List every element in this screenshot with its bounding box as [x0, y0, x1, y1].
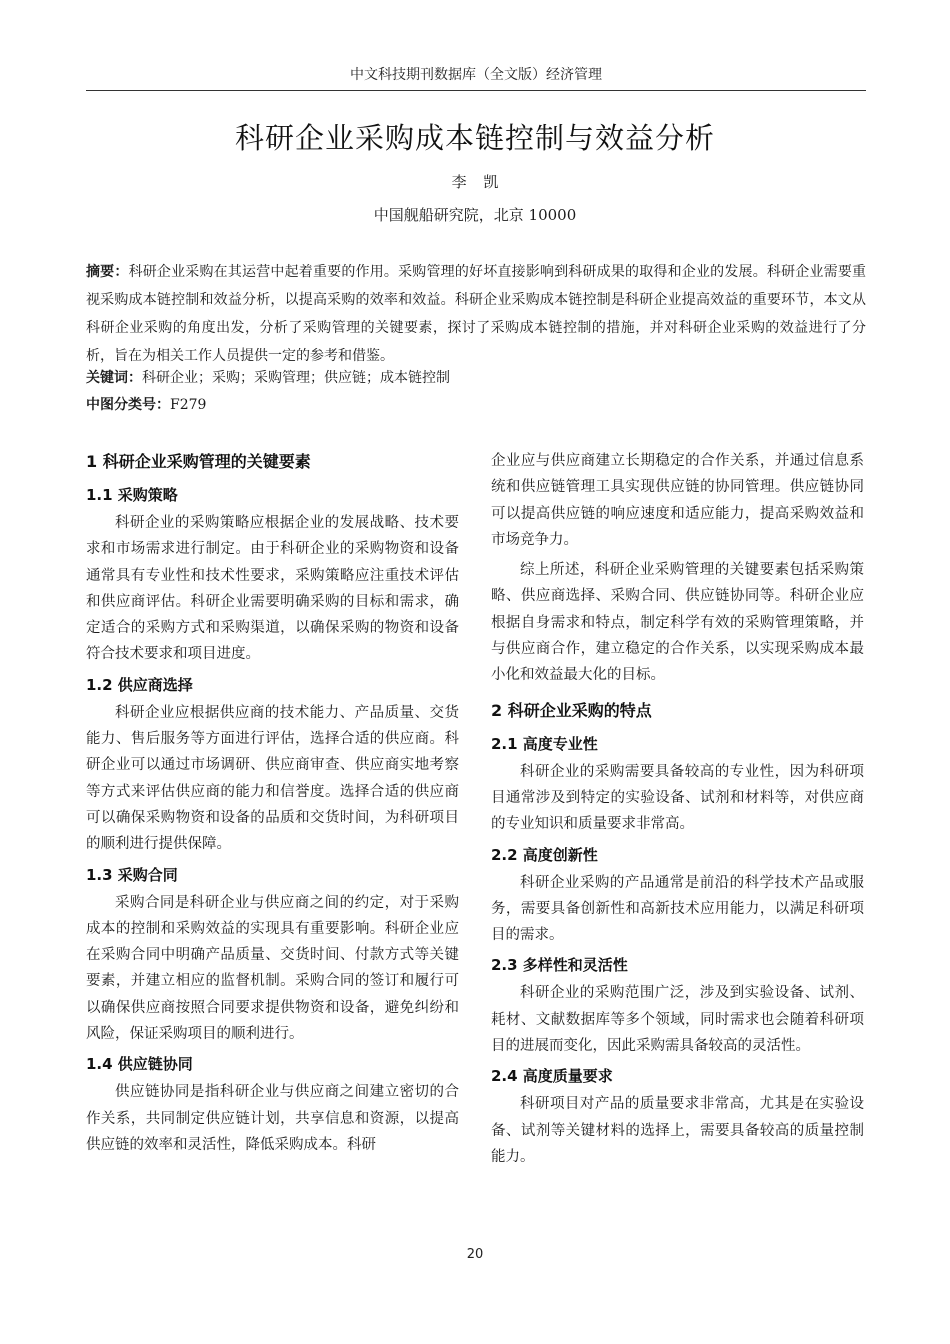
article-title: 科研企业采购成本链控制与效益分析: [234, 121, 715, 155]
abstract-text: 科研企业采购在其运营中起着重要的作用。采购管理的好坏直接影响到科研成果的取得和企业的发展。科研企业需要重视采购成本链控制和效益分析，以提高采购的效率和效益。科研企业采购成本链控制是科研企业提高效益的重要环节，本文从科研企业采购的角度出发，分析了采购管理的关键要素，探讨了采购成本链控制的措施，并对科研企业采购的效益进行了分析，旨在为相关工作人员提供一定的参考和借鉴。: [86, 264, 867, 364]
body-paragraph-continued: 企业应与供应商建立长期稳定的合作关系，并通过信息系统和供应链管理工具实现供应链的协同管理。供应链协同可以提高供应链的响应速度和适应能力，提高采购效益和市场竞争力。: [491, 453, 864, 548]
body-paragraph: 采购合同是科研企业与供应商之间的约定，对于采购成本的控制和采购效益的实现具有重要影响。科研企业应在采购合同中明确产品质量、交货时间、付款方式等关键要素，并建立相应的监督机制。采购合同的签订和履行可以确保供应商按照合同要求提供物资和设备，避免纠纷和风险，保证采购项目的顺利进行。: [86, 894, 459, 1043]
subsection-heading: 1.2 供应商选择: [86, 675, 193, 694]
article-author: 李 凯: [451, 173, 505, 191]
author-affiliation: 中国舰船研究院，北京 10000: [373, 206, 577, 224]
body-paragraph: 科研项目对产品的质量要求非常高，尤其是在实验设备、试剂等关键材料的选择上，需要具备较高的质量控制能力。: [491, 1096, 864, 1165]
right-column: [491, 448, 864, 1174]
keywords-label: 关键词：: [86, 370, 142, 386]
keywords-text: 科研企业；采购；采购管理；供应链；成本链控制: [142, 370, 450, 386]
classification-text: F279: [170, 397, 207, 413]
keywords: [86, 366, 866, 390]
subsection-heading: 2.4 高度质量要求: [491, 1067, 613, 1086]
subsection-heading: 1.1 采购策略: [86, 486, 178, 504]
subsection-heading: 2.2 高度创新性: [491, 845, 598, 864]
abstract: [86, 258, 866, 370]
classification-label: 中图分类号：: [86, 397, 170, 413]
section-heading: 1 科研企业采购管理的关键要素: [86, 452, 311, 471]
body-paragraph: 科研企业采购的产品通常是前沿的科学技术产品或服务，需要具备创新性和高新技术应用能力，以满足科研项目的需求。: [491, 874, 864, 944]
page-number: 20: [466, 1247, 484, 1262]
subsection-heading: 1.3 采购合同: [86, 865, 178, 884]
body-paragraph: 科研企业应根据供应商的技术能力、产品质量、交货能力、售后服务等方面进行评估，选择合适的供应商。科研企业可以通过市场调研、供应商审查、供应商实地考察等方式来评估供应商的能力和信誉度。选择合适的供应商可以确保采购物资和设备的品质和交货时间，为科研项目的顺利进行提供保障。: [86, 704, 459, 853]
left-column: [86, 448, 459, 1162]
body-paragraph: 科研企业的采购策略应根据企业的发展战略、技术要求和市场需求进行制定。由于科研企业的采购物资和设备通常具有专业性和技术性要求，采购策略应注重技术评估和供应商评估。科研企业需要明确采购的目标和需求，确定适合的采购方式和采购渠道，以确保采购的物资和设备符合技术要求和项目进度。: [86, 515, 459, 663]
abstract-label: 摘要：: [86, 264, 129, 280]
body-paragraph: 科研企业的采购需要具备较高的专业性，因为科研项目通常涉及到特定的实验设备、试剂和材料等，对供应商的专业知识和质量要求非常高。: [491, 763, 864, 833]
section-heading: 2 科研企业采购的特点: [491, 700, 652, 720]
subsection-heading: 2.3 多样性和灵活性: [491, 956, 628, 975]
body-paragraph: 供应链协同是指科研企业与供应商之间建立密切的合作关系，共同制定供应链计划，共享信息和资源，以提高供应链的效率和灵活性，降低采购成本。科研: [86, 1084, 459, 1153]
classification-number: [86, 393, 866, 417]
body-paragraph: 科研企业的采购范围广泛，涉及到实验设备、试剂、耗材、文献数据库等多个领域，同时需求也会随着科研项目的进展而变化，因此采购需具备较高的灵活性。: [491, 985, 864, 1055]
running-header: 中文科技期刊数据库（全文版）经济管理: [86, 64, 866, 91]
subsection-heading: 2.1 高度专业性: [491, 734, 598, 753]
body-paragraph: 综上所述，科研企业采购管理的关键要素包括采购策略、供应商选择、采购合同、供应链协同等。科研企业应根据自身需求和特点，制定科学有效的采购管理策略，并与供应商合作，建立稳定的合作关系，以实现采购成本最小化和效益最大化的目标。: [491, 562, 864, 684]
subsection-heading: 1.4 供应链协同: [86, 1055, 193, 1074]
